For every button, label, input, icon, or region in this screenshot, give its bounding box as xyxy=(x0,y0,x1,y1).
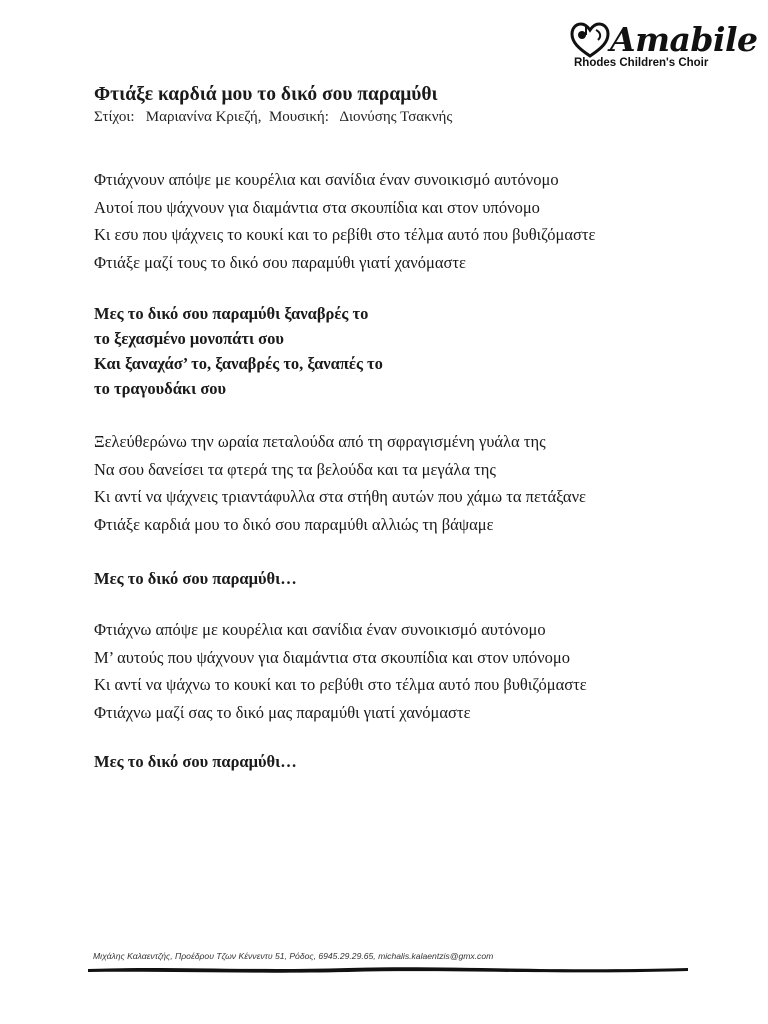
verse-1 xyxy=(94,166,595,276)
song-title: Φτιάξε καρδιά μου το δικό σου παραμύθι xyxy=(94,84,438,105)
lyric-line: Φτιάχνω απόψε με κουρέλια και σανίδια έναν συνοικισμό αυτόνομο xyxy=(94,620,546,639)
lyric-line: Κι εσυ που ψάχνεις το κουκί και το ρεβίθι στο τέλμα αυτό που βυθιζόμαστε xyxy=(94,225,596,244)
footer-contact: Μιχάλης Καλαεντζής, Προέδρου Τζων Κέννεντυ 51, Ρόδος, 6945.29.29.65, michalis.kalaentzis@gmx.com xyxy=(93,951,494,961)
lyric-line: Φτιάξε μαζί τους το δικό σου παραμύθι γιατί χανόμαστε xyxy=(94,252,466,272)
verse-2 xyxy=(94,428,586,538)
lyric-line: Να σου δανείσει τα φτερά της τα βελούδα και τα μεγάλα της xyxy=(94,459,496,479)
verse-3 xyxy=(94,616,587,726)
lyric-line: Φτιάξε καρδιά μου το δικό σου παραμύθι αλλιώς τη βάψαμε xyxy=(94,514,494,534)
chorus-ref-line: Μες το δικό σου παραμύθι… xyxy=(94,569,297,588)
chorus-ref-line: Μες το δικό σου παραμύθι… xyxy=(94,752,297,771)
lyric-line: Κι αντί να ψάχνω το κουκί και το ρεβύθι στο τέλμα αυτό που βυθιζόμαστε xyxy=(94,675,587,694)
chorus-line: το ξεχασμένο μονοπάτι σου xyxy=(94,329,284,348)
logo-wordmark: Amabile xyxy=(610,20,758,59)
logo-subtitle: Rhodes Children's Choir xyxy=(574,57,709,69)
chorus-reference-1 xyxy=(94,565,297,593)
chorus-reference-2 xyxy=(94,748,297,776)
lyric-line: Φτιάχνουν απόψε με κουρέλια και σανίδια έναν συνοικισμό αυτόνομο xyxy=(94,170,559,189)
footer-brush-rule xyxy=(88,963,688,975)
chorus-line: Μες το δικό σου παραμύθι ξαναβρές το xyxy=(94,304,369,323)
lyric-line: Ξελεύθερώνω την ωραία πεταλούδα από τη σφραγισμένη γυάλα της xyxy=(94,432,546,451)
song-credits: Στίχοι: Μαριανίνα Κριεζή, Μουσική: Διονύσης Τσακνής xyxy=(94,109,453,125)
choir-logo xyxy=(566,20,758,75)
lyric-line: Μ’ αυτούς που ψάχνουν για διαμάντια στα σκουπίδια και στον υπόνομο xyxy=(94,647,570,667)
chorus xyxy=(94,301,383,401)
lyric-line: Κι αντί να ψάχνεις τριαντάφυλλα στα στήθη αυτών που χάμω τα πετάξανε xyxy=(94,487,586,506)
chorus-line: το τραγουδάκι σου xyxy=(94,379,227,398)
lyric-line: Φτιάχνω μαζί σας το δικό μας παραμύθι γιατί χανόμαστε xyxy=(94,702,471,722)
lyric-line: Αυτοί που ψάχνουν για διαμάντια στα σκουπίδια και στον υπόνομο xyxy=(94,197,540,217)
chorus-line: Και ξαναχάσ’ το, ξαναβρές το, ξαναπές το xyxy=(94,354,383,373)
